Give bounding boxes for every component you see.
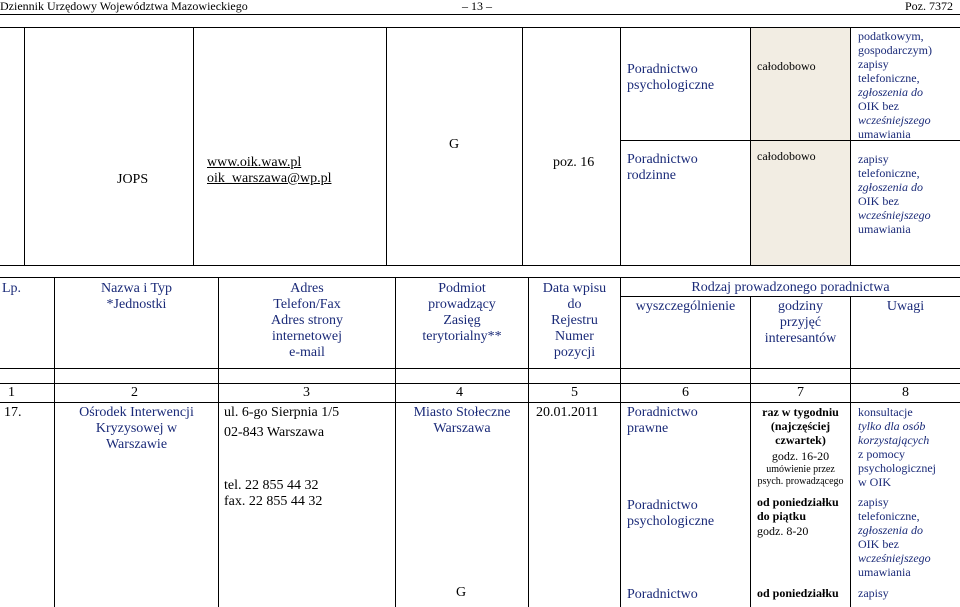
email-link[interactable]: oik_warszawa@wp.pl <box>207 171 332 186</box>
col-address: Adres Telefon/Fax Adres strony internetowej e-mail <box>271 281 343 360</box>
col-number: 8 <box>902 385 909 400</box>
col-number: 6 <box>682 385 689 400</box>
col-lp: Lp. <box>2 281 22 296</box>
note-line: zgłoszenia do <box>858 180 924 194</box>
page-header <box>0 0 960 15</box>
service-type: Poradnictwo psychologiczne <box>627 498 715 529</box>
service-notes: zapisy <box>858 586 889 600</box>
entry-lp: 17. <box>4 405 22 420</box>
entry-date: 20.01.2011 <box>536 405 599 420</box>
service-notes: zapisy telefoniczne, zgłoszenia do OIK bez wcześniejszego umawiania <box>858 495 931 579</box>
note-line: gospodarczym) <box>858 43 932 57</box>
position-ref: poz. 16 <box>553 155 595 170</box>
entry-name: Ośrodek Interwencji Kryzysowej w Warszawie <box>79 405 194 452</box>
note-line: OIK bez <box>858 99 899 113</box>
note-line: telefoniczne, <box>858 166 920 180</box>
service-type: Poradnictwo prawne <box>627 405 698 436</box>
service-hours: całodobowo <box>757 149 816 163</box>
entry-address: ul. 6-go Sierpnia 1/5 <box>224 405 340 420</box>
entry-postal: 02-843 Warszawa <box>224 425 325 440</box>
type-code: G <box>449 137 460 152</box>
note-line: umawiania <box>858 222 911 236</box>
jops-label: JOPS <box>117 172 149 187</box>
service-type: Poradnictwo <box>627 587 698 602</box>
col-number: 7 <box>797 385 804 400</box>
note-line: umawiania <box>858 127 911 141</box>
col-spec: wyszczególnienie <box>635 299 736 314</box>
service-hours: od poniedziałku <box>757 586 839 600</box>
col-remarks: Uwagi <box>886 299 925 314</box>
col-number: 4 <box>456 385 463 400</box>
entry-entity: Miasto Stołeczne Warszawa <box>413 405 511 436</box>
entry-phone: tel. 22 855 44 32 <box>224 478 319 493</box>
service-notes: konsultacje tylko dla osób korzystających z pomocy psychologicznej w OIK <box>858 405 936 489</box>
entry-type-code: G <box>456 585 467 600</box>
service-type: Poradnictwo psychologiczne <box>627 62 715 93</box>
col-number: 2 <box>131 385 138 400</box>
col-name: Nazwa i Typ *Jednostki <box>100 281 173 312</box>
col-kind: Rodzaj prowadzonego poradnictwa <box>691 280 890 295</box>
note-line: zapisy <box>858 57 889 71</box>
col-hours: godziny przyjęć interesantów <box>764 299 837 346</box>
col-date: Data wpisu do Rejestru Numer pozycji <box>542 281 607 360</box>
service-hours: od poniedziałku do piątku <box>757 495 839 523</box>
note-line: OIK bez <box>858 194 899 208</box>
note-line: podatkowym, <box>858 29 924 43</box>
entry-fax: fax. 22 855 44 32 <box>224 494 323 509</box>
col-number: 3 <box>303 385 310 400</box>
position-number: Poz. 7372 <box>905 0 953 13</box>
service-hours-note: umówienie przez psych. prowadzącego <box>757 464 844 487</box>
note-line: zapisy <box>858 152 889 166</box>
service-hours: raz w tygodniu (najczęściej czwartek) <box>762 405 839 447</box>
journal-title: Dziennik Urzędowy Województwa Mazowieckiego <box>0 0 248 13</box>
col-number: 5 <box>571 385 578 400</box>
note-line: wcześniejszego <box>858 208 931 222</box>
col-entity: Podmiot prowadzący Zasięg terytorialny** <box>422 281 502 344</box>
note-line: wcześniejszego <box>858 113 931 127</box>
note-line: telefoniczne, <box>858 71 920 85</box>
col-number: 1 <box>8 385 15 400</box>
page-number: – 13 – <box>462 0 492 13</box>
service-hours: całodobowo <box>757 59 816 73</box>
service-type: Poradnictwo rodzinne <box>627 152 698 183</box>
service-hours-extra: godz. 8-20 <box>757 524 809 538</box>
service-hours-extra: godz. 16-20 <box>771 449 830 463</box>
website-link[interactable]: www.oik.waw.pl <box>207 155 302 170</box>
note-line: zgłoszenia do <box>858 85 924 99</box>
